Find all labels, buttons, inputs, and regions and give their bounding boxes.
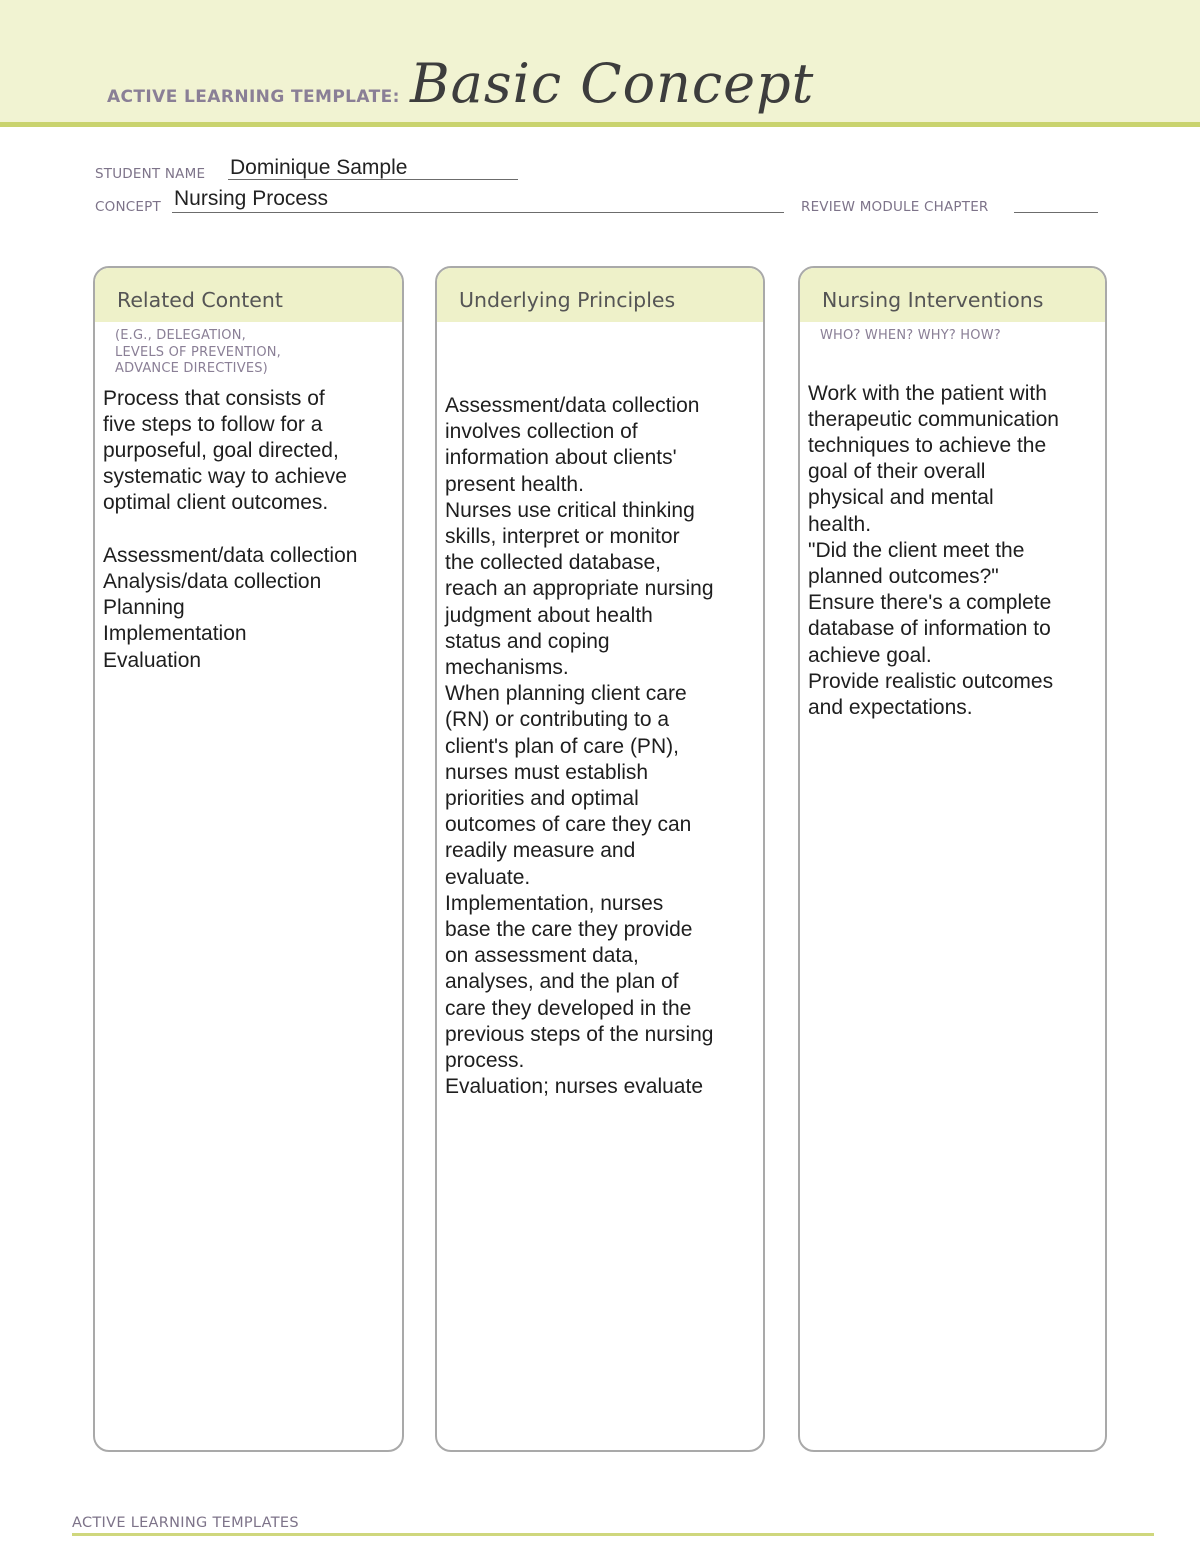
- header-divider: [0, 122, 1200, 127]
- concept-line: [172, 212, 784, 213]
- review-module-label: REVIEW MODULE CHAPTER: [801, 199, 989, 215]
- student-name-field[interactable]: Dominique Sample: [230, 156, 408, 179]
- nursing-interventions-card: [798, 266, 1107, 1452]
- related-content-header: [95, 268, 402, 322]
- review-module-line: [1014, 212, 1098, 213]
- footer-label: ACTIVE LEARNING TEMPLATES: [72, 1515, 299, 1531]
- nursing-interventions-header: [800, 268, 1105, 322]
- underlying-principles-title: Underlying Principles: [459, 288, 676, 312]
- related-content-text[interactable]: Process that consists of five steps to follow for a purposeful, goal directed, systematic way to achieve optimal client outcomes. Assessment/data collection Analysis/data collection Planning Implementation Evaluation: [103, 386, 358, 672]
- related-content-title: Related Content: [117, 288, 283, 312]
- concept-field[interactable]: Nursing Process: [174, 187, 329, 210]
- template-label: ACTIVE LEARNING TEMPLATE:: [107, 87, 400, 107]
- related-content-card: [93, 266, 404, 1452]
- footer-divider: [72, 1533, 1154, 1536]
- nursing-interventions-subtitle: WHO? WHEN? WHY? HOW?: [820, 328, 1001, 343]
- related-content-subtitle: (E.G., DELEGATION, LEVELS OF PREVENTION, ADVANCE DIRECTIVES): [115, 328, 282, 376]
- concept-label: CONCEPT: [95, 199, 161, 215]
- underlying-principles-header: [437, 268, 763, 322]
- template-title: Basic Concept: [410, 52, 815, 115]
- underlying-principles-card: [435, 266, 765, 1452]
- nursing-interventions-text[interactable]: Work with the patient with therapeutic communication techniques to achieve the goal of their overall physical and mental health. "Did the client meet the planned outcomes?" Ensure there's a complete database of information to achieve goal. Provide realistic outcomes and expectations.: [808, 381, 1059, 719]
- underlying-principles-text[interactable]: Assessment/data collection involves collection of information about clients' present health. Nurses use critical thinking skills, interpret or monitor the collected database, reach an appropriate nursing judgment about health status and coping mechanisms. When planning client care (RN) or contributing to a client's plan of care (PN), nurses must establish priorities and optimal outcomes of care they can readily measure and evaluate. Implementation, nurses base the care they provide on assessment data, analyses, and the plan of care they developed in the previous steps of the nursing process. Evaluation; nurses evaluate: [445, 394, 714, 1099]
- student-name-label: STUDENT NAME: [95, 166, 206, 182]
- nursing-interventions-title: Nursing Interventions: [822, 288, 1044, 312]
